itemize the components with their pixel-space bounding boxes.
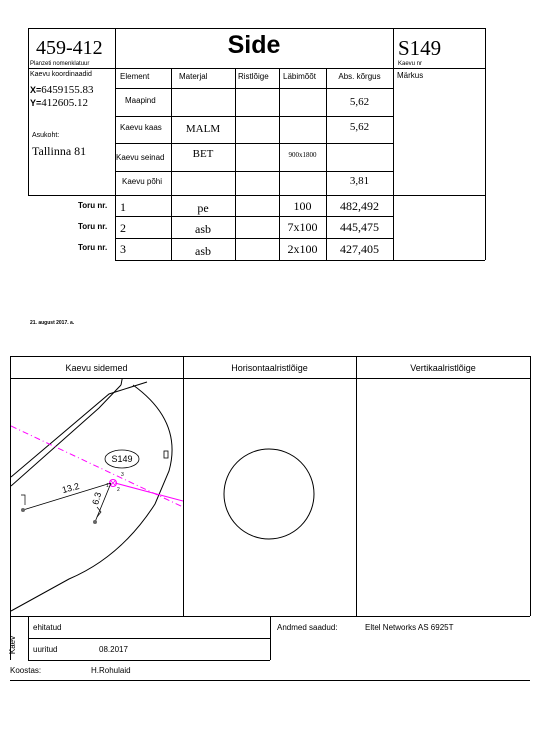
x-coordinate: [30, 85, 94, 96]
document-title: Side: [227, 31, 281, 59]
measure-label-1: 13.2: [60, 480, 81, 496]
pipe-number: 1: [120, 200, 126, 214]
sketch-leader: [121, 379, 124, 385]
col-header-abs-height: Abs. kõrgus: [338, 72, 381, 81]
row-material-value: BET: [192, 148, 214, 160]
col-header-cross-section: Ristlõige: [238, 72, 269, 81]
pipe-height: 445,475: [340, 220, 379, 234]
cabinet-symbol: [164, 451, 168, 458]
data-from-label: Andmed saadud:: [277, 623, 338, 632]
well-tag-label: S149: [111, 454, 133, 464]
col-title-vertical-section: Vertikaalristlõige: [410, 363, 476, 373]
row-material-value: MALM: [185, 123, 221, 135]
row-element-label: Kaevu põhi: [122, 177, 163, 186]
row-height-value: 5,62: [349, 121, 370, 133]
date-note: 21. august 2017. a.: [30, 320, 75, 326]
col-header-material: Materjal: [179, 72, 208, 81]
pipe-height: 427,405: [340, 242, 379, 256]
pipe-number-label: 2: [117, 487, 120, 493]
nomenclature-label: Planzeti nomenklatuur: [30, 61, 90, 67]
x-value: 6459155.83: [41, 84, 94, 96]
pipe-diameter: 7x100: [287, 220, 318, 234]
measure-label-2: 6.3: [90, 491, 104, 506]
pipe-diameter: 100: [293, 199, 312, 213]
y-label: Y=: [30, 98, 42, 108]
well-number: S149: [398, 36, 442, 60]
x-label: X=: [30, 85, 42, 95]
row-element-label: Maapind: [125, 96, 156, 105]
row-element-label: Kaevu kaas: [120, 123, 162, 132]
row-height-value: 5,62: [349, 96, 370, 108]
row-element-label: Kaevu seinad: [116, 153, 165, 162]
location-label: Asukoht:: [32, 132, 60, 139]
location-value: Tallinna 81: [32, 144, 87, 158]
author-label: Koostas:: [10, 666, 42, 675]
col-header-diameter: Läbimõõt: [283, 72, 316, 81]
row-height-value: 3,81: [349, 175, 370, 187]
horizontal-section-circle: [222, 447, 316, 541]
surveyed-label: uuritud: [33, 645, 58, 654]
nomenclature-number: 459-412: [36, 37, 103, 59]
side-label: Kaev: [8, 635, 18, 655]
pipe-material: asb: [195, 222, 211, 236]
well-number-label: Kaevu nr: [398, 61, 423, 67]
pipe-number: 3: [120, 242, 126, 256]
data-from-value: Eltel Networks AS 6925T: [365, 623, 454, 632]
pipe-label: Toru nr.: [78, 222, 108, 231]
y-coordinate: [30, 98, 88, 109]
pipe-diameter: 2x100: [287, 242, 318, 256]
pipe-number: 2: [120, 221, 126, 235]
y-value: 412605.12: [41, 97, 89, 109]
author-value: H.Rohulaid: [91, 666, 131, 675]
pipe-route-line-2: [115, 483, 183, 501]
sketch-outline-inner: [11, 385, 121, 486]
pipe-label: Toru nr.: [78, 201, 108, 210]
row-diameter-value: 900x1800: [288, 151, 317, 159]
pipe-height: 482,492: [340, 199, 379, 213]
col-title-horizontal-section: Horisontaalristlõige: [231, 363, 308, 373]
built-label: ehitatud: [33, 623, 62, 632]
remarks-label: Märkus: [397, 71, 424, 80]
pipe-number-label: 3: [121, 472, 124, 478]
coords-label: Kaevu koordinaadid: [30, 71, 92, 78]
col-header-element: Element: [120, 72, 150, 81]
pipe-number-label: 1: [106, 483, 109, 489]
surveyed-value: 08.2017: [99, 645, 128, 654]
pipe-material: asb: [195, 244, 211, 258]
pipe-material: pe: [197, 201, 209, 215]
pipe-label: Toru nr.: [78, 243, 108, 252]
col-title-well-links: Kaevu sidemed: [65, 363, 128, 373]
